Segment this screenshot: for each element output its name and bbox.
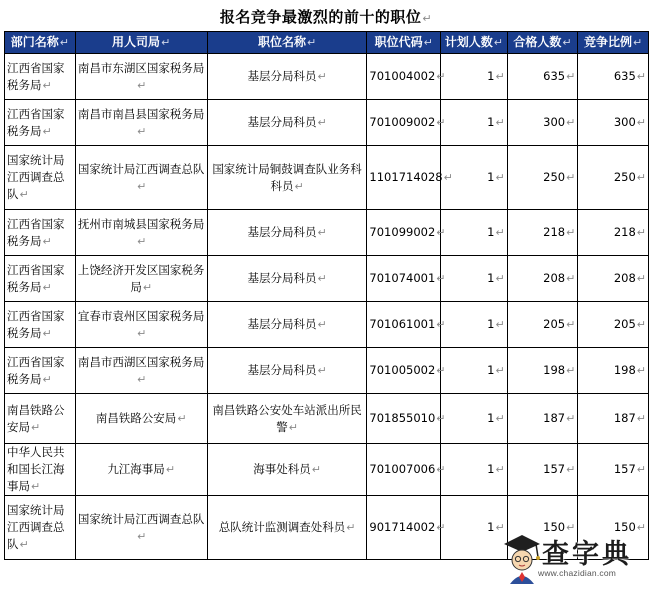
column-header: 用人司局↵ [75,32,207,54]
position-code-cell: 701074001↵ [367,256,441,302]
competition-ratio-cell: 300↵ [578,100,649,146]
department-cell: 中华人民共和国长江海事局↵ [5,444,76,496]
qualified-count-cell: 208↵ [507,256,578,302]
table-row [5,302,649,348]
department-cell: 江西省国家税务局↵ [5,54,76,100]
competition-ratio-cell: 198↵ [578,348,649,394]
position-cell: 国家统计局铜鼓调查队业务科科员↵ [207,146,367,210]
position-code-cell: 701099002↵ [367,210,441,256]
bureau-cell: 抚州市南城县国家税务局↵ [75,210,207,256]
department-cell: 国家统计局江西调查总队↵ [5,146,76,210]
bureau-cell: 南昌铁路公安局↵ [75,394,207,444]
position-code-cell: 701855010↵ [367,394,441,444]
plan-count-cell: 1↵ [441,54,508,100]
chazidian-watermark [500,530,650,586]
position-cell: 海事处科员↵ [207,444,367,496]
bureau-cell: 国家统计局江西调查总队↵ [75,496,207,560]
department-cell: 江西省国家税务局↵ [5,210,76,256]
qualified-count-cell: 157↵ [507,444,578,496]
column-header: 合格人数↵ [507,32,578,54]
table-body [5,54,649,560]
position-code-cell: 701005002↵ [367,348,441,394]
position-cell: 基层分局科员↵ [207,54,367,100]
bureau-cell: 国家统计局江西调查总队↵ [75,146,207,210]
table-row [5,54,649,100]
watermark-logo-text: 查字典 [542,539,632,570]
table-row [5,256,649,302]
position-cell: 基层分局科员↵ [207,302,367,348]
competition-ratio-cell: 635↵ [578,54,649,100]
qualified-count-cell: 250↵ [507,146,578,210]
bureau-cell: 南昌市南昌县国家税务局↵ [75,100,207,146]
plan-count-cell: 1↵ [441,496,508,560]
plan-count-cell: 1↵ [441,100,508,146]
competition-ratio-cell: 150↵ [578,496,649,560]
qualified-count-cell: 635↵ [507,54,578,100]
position-cell: 总队统计监测调查处科员↵ [207,496,367,560]
watermark-url: www.chazidian.com [538,568,617,578]
qualified-count-cell: 187↵ [507,394,578,444]
position-code-cell: 901714002↵ [367,496,441,560]
position-code-cell: 701007006↵ [367,444,441,496]
table-row [5,444,649,496]
bureau-cell: 南昌市东湖区国家税务局↵ [75,54,207,100]
qualified-count-cell: 198↵ [507,348,578,394]
competition-ratio-cell: 157↵ [578,444,649,496]
table-row [5,348,649,394]
department-cell: 江西省国家税务局↵ [5,302,76,348]
department-cell: 江西省国家税务局↵ [5,256,76,302]
competition-ratio-cell: 250↵ [578,146,649,210]
position-code-cell: 701004002↵ [367,54,441,100]
qualified-count-cell: 205↵ [507,302,578,348]
bureau-cell: 南昌市西湖区国家税务局↵ [75,348,207,394]
column-header: 部门名称↵ [5,32,76,54]
bureau-cell: 九江海事局↵ [75,444,207,496]
column-header: 职位名称↵ [207,32,367,54]
competition-ratio-cell: 205↵ [578,302,649,348]
competition-ratio-cell: 218↵ [578,210,649,256]
position-cell: 基层分局科员↵ [207,256,367,302]
column-header: 竞争比例↵ [578,32,649,54]
department-cell: 南昌铁路公安局↵ [5,394,76,444]
position-cell: 基层分局科员↵ [207,210,367,256]
table-row [5,146,649,210]
table-row [5,100,649,146]
table-header-row [5,32,649,54]
position-cell: 基层分局科员↵ [207,348,367,394]
table-row [5,394,649,444]
table-row [5,210,649,256]
competition-ratio-cell: 208↵ [578,256,649,302]
department-cell: 江西省国家税务局↵ [5,348,76,394]
plan-count-cell: 1↵ [441,302,508,348]
page-title: 报名竞争最激烈的前十的职位↵ [219,8,433,26]
plan-count-cell: 1↵ [441,394,508,444]
ranking-table [4,31,649,560]
department-cell: 江西省国家税务局↵ [5,100,76,146]
column-header: 计划人数↵ [441,32,508,54]
qualified-count-cell: 300↵ [507,100,578,146]
qualified-count-cell: 150↵ [507,496,578,560]
qualified-count-cell: 218↵ [507,210,578,256]
bureau-cell: 宜春市袁州区国家税务局↵ [75,302,207,348]
plan-count-cell: 1↵ [441,444,508,496]
column-header: 职位代码↵ [367,32,441,54]
plan-count-cell: 1↵ [441,348,508,394]
position-code-cell: 701061001↵ [367,302,441,348]
position-code-cell: 1101714028↵ [367,146,441,210]
position-cell: 基层分局科员↵ [207,100,367,146]
plan-count-cell: 1↵ [441,146,508,210]
plan-count-cell: 1↵ [441,210,508,256]
bureau-cell: 上饶经济开发区国家税务局↵ [75,256,207,302]
position-cell: 南昌铁路公安处车站派出所民警↵ [207,394,367,444]
plan-count-cell: 1↵ [441,256,508,302]
position-code-cell: 701009002↵ [367,100,441,146]
department-cell: 国家统计局江西调查总队↵ [5,496,76,560]
competition-ratio-cell: 187↵ [578,394,649,444]
